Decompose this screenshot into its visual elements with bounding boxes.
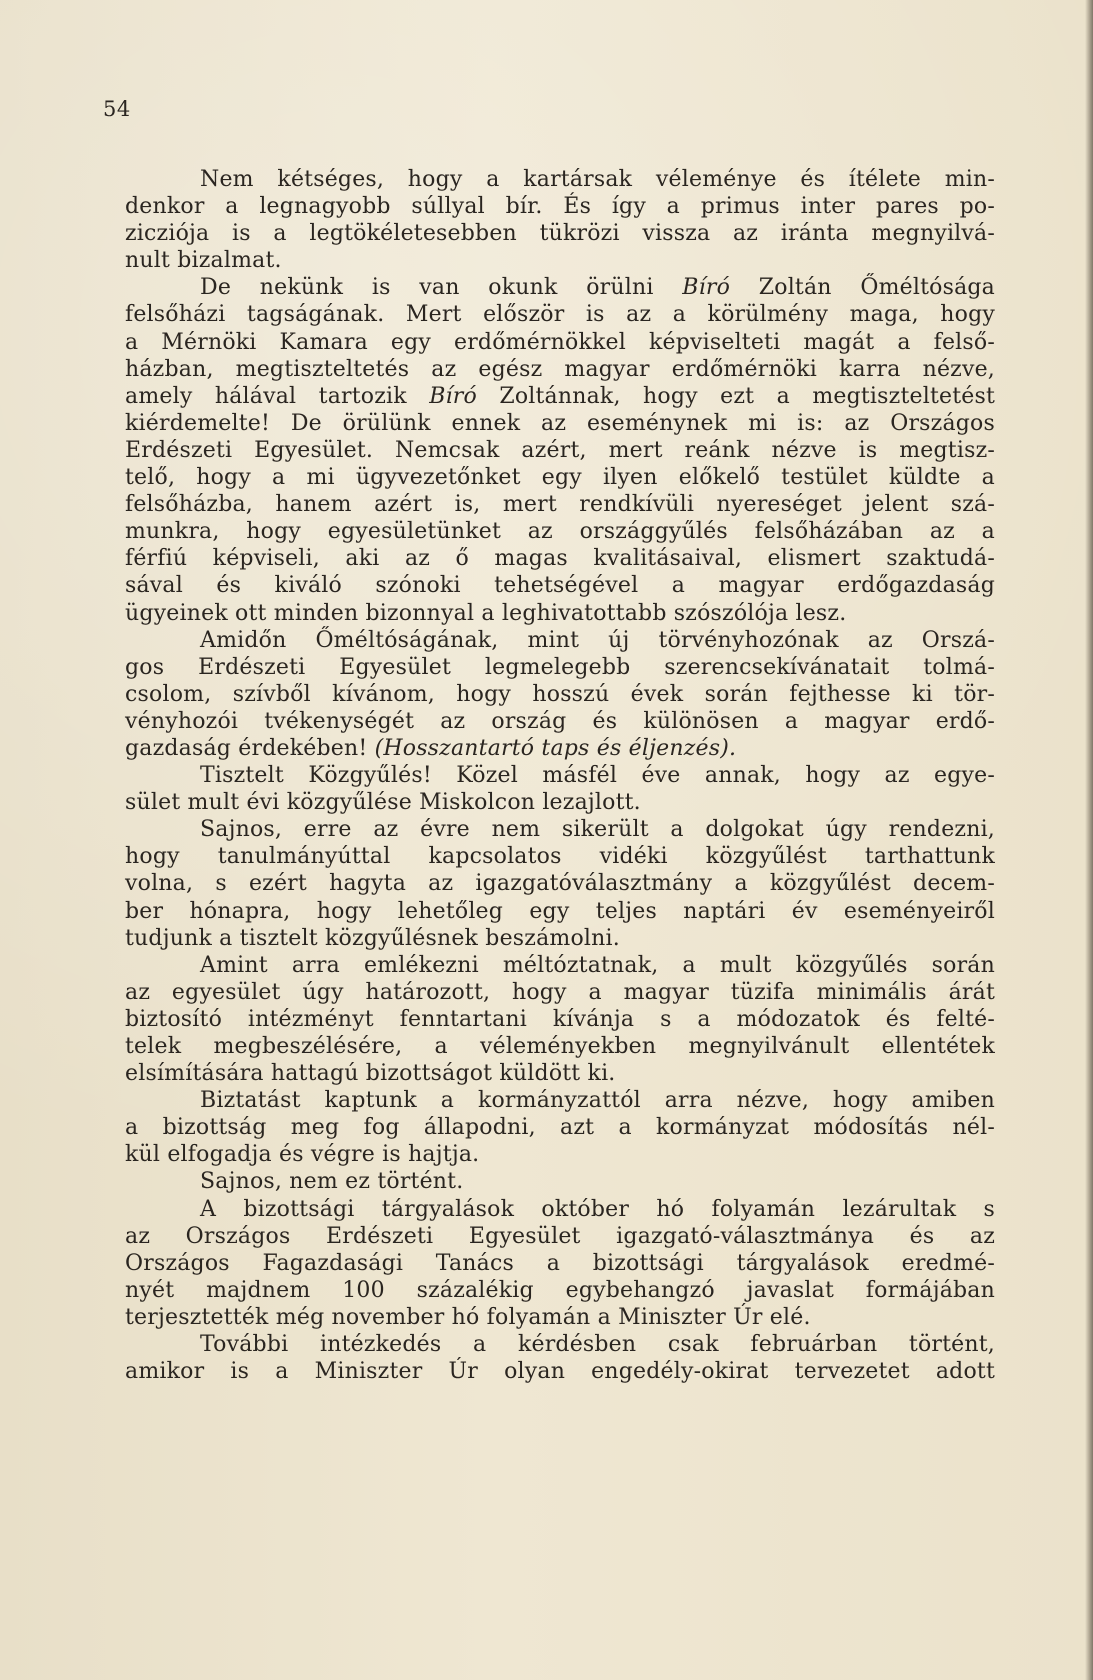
text-segment: denkor a legnagyobb súllyal bír. És így a primus inter pares po-: [125, 194, 995, 220]
text-segment: vényhozói tvékenységét az ország és különösen a magyar erdő-: [125, 708, 995, 734]
italic-segment: Bíró: [682, 275, 731, 301]
text-line: [125, 193, 995, 220]
text-line: [125, 870, 995, 897]
text-line: [125, 627, 995, 654]
page-edge-shadow: [1085, 0, 1093, 1680]
text-segment: kiérdemelte! De örülünk ennek az eseménynek mi is: az Országos: [125, 410, 995, 436]
text-line: [125, 518, 995, 545]
text-line: [125, 789, 995, 816]
text-line: [125, 1304, 995, 1331]
text-line: [125, 654, 995, 681]
text-segment: kül elfogadja és végre is hajtja.: [125, 1142, 480, 1168]
text-segment: az egyesület úgy határozott, hogy a magyar tüzifa minimális árát: [125, 979, 995, 1005]
text-segment: telek megbeszélésére, a véleményekben megnyilvánult ellentétek: [125, 1034, 995, 1059]
text-segment: zicziója is a legtökéletesebben tükrözi vissza az iránta megnyilvá-: [125, 221, 995, 247]
body-text: [125, 166, 995, 1385]
text-line: [125, 708, 995, 735]
text-segment: telő, hogy a mi ügyvezetőnket egy ilyen előkelő testület küldte a: [125, 465, 995, 491]
text-line: [125, 464, 995, 491]
text-segment: felsőházba, hanem azért is, mert rendkívüli nyereséget jelent szá-: [125, 492, 995, 518]
text-segment: De nekünk is van okunk örülni: [200, 275, 683, 301]
text-segment: Országos Fagazdasági Tanács a bizottsági tárgyalások eredmé-: [125, 1250, 995, 1276]
text-segment: elsímítására hattagú bizottságot küldött ki.: [125, 1061, 616, 1087]
text-line: [125, 1358, 995, 1385]
text-segment: házban, megtiszteltetés az egész magyar erdőmérnöki karra nézve,: [125, 356, 995, 382]
text-segment: amely hálával tartozik: [125, 383, 430, 409]
text-line: [125, 1060, 995, 1087]
text-segment: Zoltánnak, hogy ezt a megtiszteltetést: [476, 383, 995, 409]
text-segment: Biztatást kaptunk a kormányzattól arra nézve, hogy amiben: [200, 1088, 995, 1114]
text-line: [125, 166, 995, 193]
text-segment: hogy tanulmányúttal kapcsolatos vidéki közgyűlést tarthattunk: [125, 844, 995, 870]
text-segment: amikor is a Miniszter Úr olyan engedély-okirat tervezetet adott: [125, 1359, 995, 1385]
text-segment: Zoltán Őméltósága: [730, 275, 995, 301]
italic-segment: Bíró: [429, 383, 477, 409]
text-segment: gos Erdészeti Egyesület legmelegebb szerencsekívánatait tolmá-: [125, 654, 995, 680]
italic-segment: (Hosszantartó taps és éljenzés).: [374, 735, 737, 761]
text-segment: Nem kétséges, hogy a kartársak véleménye és ítélete min-: [200, 167, 995, 192]
text-line: [125, 816, 995, 843]
text-line: [125, 762, 995, 789]
text-line: [125, 247, 995, 274]
text-segment: gazdaság érdekében!: [125, 735, 375, 761]
text-segment: A bizottsági tárgyalások október hó folyamán lezárultak s: [200, 1196, 995, 1222]
text-line: [125, 1168, 995, 1195]
text-line: [125, 274, 995, 301]
text-line: [125, 545, 995, 572]
text-segment: a bizottság meg fog állapodni, azt a kormányzat módosítás nél-: [125, 1115, 995, 1141]
text-segment: Erdészeti Egyesület. Nemcsak azért, mert reánk nézve is megtisz-: [125, 437, 995, 463]
text-line: [125, 301, 995, 328]
text-segment: ügyeinek ott minden bizonnyal a leghivatottabb szószólója lesz.: [125, 600, 847, 626]
text-line: [125, 1223, 995, 1250]
text-line: [125, 329, 995, 356]
text-segment: terjesztették még november hó folyamán a Miniszter Úr elé.: [125, 1304, 811, 1330]
text-segment: a Mérnöki Kamara egy erdőmérnökkel képviselteti magát a felső-: [125, 329, 995, 355]
text-segment: Sajnos, nem ez történt.: [200, 1169, 464, 1195]
text-line: [125, 1141, 995, 1168]
text-segment: További intézkedés a kérdésben csak februárban történt,: [200, 1332, 995, 1358]
text-segment: Amint arra emlékezni méltóztatnak, a mult közgyűlés során: [200, 952, 995, 978]
text-line: [125, 1114, 995, 1141]
text-segment: felsőházi tagságának. Mert először is az a körülmény maga, hogy: [125, 302, 995, 328]
text-segment: nult bizalmat.: [125, 248, 282, 274]
text-line: [125, 898, 995, 925]
text-segment: csolom, szívből kívánom, hogy hosszú évek során fejthesse ki tör-: [125, 681, 995, 707]
text-line: [125, 925, 995, 952]
text-segment: nyét majdnem 100 százalékig egybehangzó javaslat formájában: [125, 1277, 995, 1303]
text-line: [125, 979, 995, 1006]
text-line: [125, 572, 995, 599]
text-segment: Tisztelt Közgyűlés! Közel másfél éve annak, hogy az egye-: [200, 763, 995, 789]
text-segment: tudjunk a tisztelt közgyűlésnek beszámolni.: [125, 925, 620, 951]
text-line: [125, 843, 995, 870]
text-line: [125, 952, 995, 979]
text-line: [125, 1087, 995, 1114]
text-line: [125, 1196, 995, 1223]
text-segment: sület mult évi közgyűlése Miskolcon lezajlott.: [125, 790, 641, 816]
text-line: [125, 220, 995, 247]
text-segment: az Országos Erdészeti Egyesület igazgató-választmánya és az: [125, 1223, 995, 1249]
text-segment: volna, s ezért hagyta az igazgatóválasztmány a közgyűlést decem-: [125, 871, 995, 897]
text-line: [125, 356, 995, 383]
text-segment: munkra, hogy egyesületünket az országgyűlés felsőházában az a: [125, 519, 995, 545]
text-line: [125, 410, 995, 437]
text-line: [125, 437, 995, 464]
text-line: [125, 1277, 995, 1304]
text-segment: Sajnos, erre az évre nem sikerült a dolgokat úgy rendezni,: [200, 817, 995, 843]
text-line: [125, 1250, 995, 1277]
text-line: [125, 1033, 995, 1060]
text-line: [125, 600, 995, 627]
text-segment: sával és kiváló szónoki tehetségével a magyar erdőgazdaság: [125, 573, 995, 599]
text-segment: Amidőn Őméltóságának, mint új törvényhozónak az Orszá-: [200, 627, 995, 653]
text-line: [125, 735, 995, 762]
text-segment: ber hónapra, hogy lehetőleg egy teljes naptári év eseményeiről: [125, 898, 995, 924]
text-segment: férfiú képviseli, aki az ő magas kvalitásaival, elismert szaktudá-: [125, 546, 995, 572]
text-line: [125, 681, 995, 708]
page-number: 54: [103, 97, 131, 121]
text-segment: biztosító intézményt fenntartani kívánja s a módozatok és felté-: [125, 1006, 995, 1032]
text-line: [125, 383, 995, 410]
text-line: [125, 491, 995, 518]
text-line: [125, 1331, 995, 1358]
text-line: [125, 1006, 995, 1033]
